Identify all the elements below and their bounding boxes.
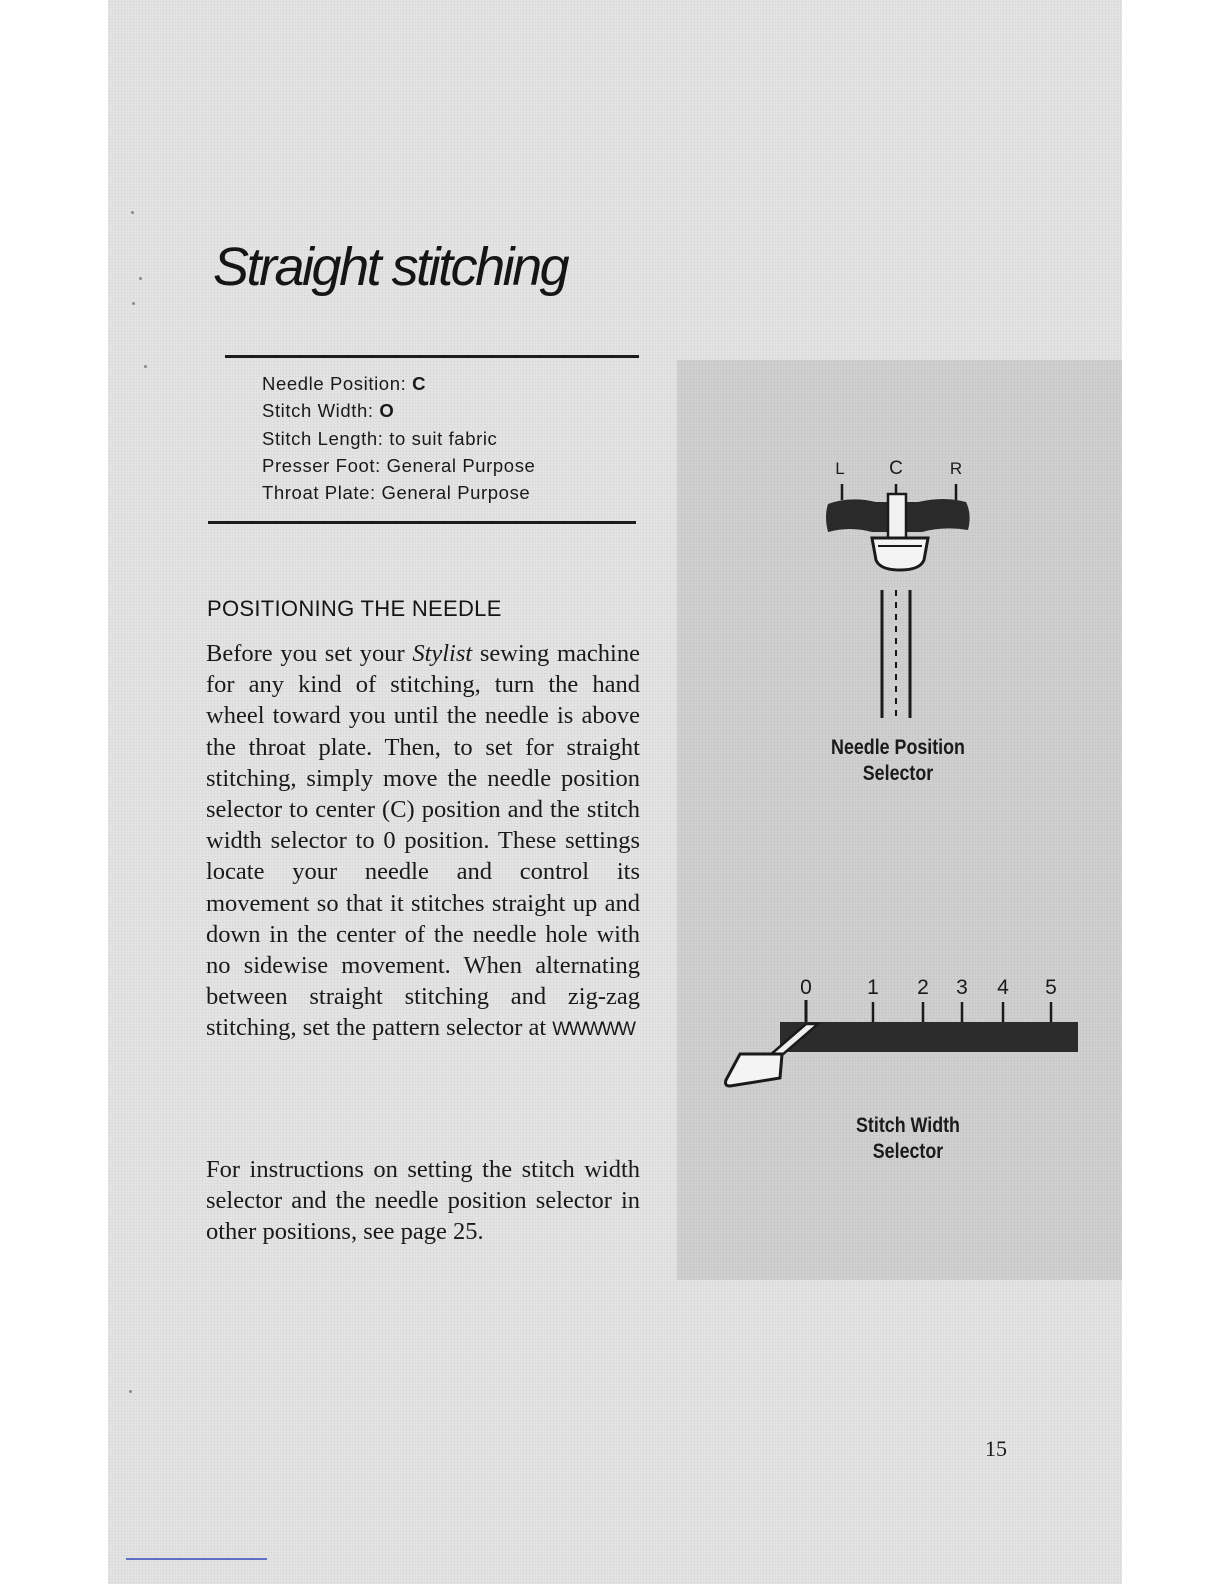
caption-line: Selector [862, 762, 934, 785]
settings-label: Throat Plate: General Purpose [262, 482, 531, 504]
caption-line: Stitch Width [856, 1114, 960, 1137]
settings-label: Stitch Width: [262, 400, 380, 422]
width-selector-caption [832, 1113, 985, 1165]
page-number: 15 [985, 1436, 1007, 1461]
paragraph-text: Before you set your [206, 640, 413, 667]
needle-selector-caption [822, 735, 975, 787]
width-label-3: 3 [956, 976, 968, 999]
paragraph-reference: For instructions on setting the stitch width selector and the needle position selector in other positions, see page 25. [206, 1156, 640, 1246]
settings-list [262, 372, 535, 508]
stitch-width-selector-diagram [722, 968, 1086, 1098]
scan-speck [139, 277, 142, 280]
width-label-1: 1 [867, 976, 879, 999]
width-label-4: 4 [997, 976, 1009, 999]
top-rule [225, 355, 639, 358]
paragraph-text: sewing machine for any kind of stitching, turn the hand wheel toward you until the needle is above the throat plate. Then, to set for straight stitching, simply move the needle position selector to center (C) position and the stitch width selector to 0 position. These settings locate your needle and control its movement so that it stitches straight up and down in the center of the needle hole with no sidewise movement. When alternating between straight stitching and zig-zag stitching, set the pattern selector at [206, 640, 640, 1042]
scan-speck [131, 211, 134, 214]
needle-selector-knob-icon [872, 538, 928, 570]
brand-name: Stylist [412, 640, 473, 667]
settings-label: Stitch Length: to suit fabric [262, 427, 498, 449]
caption-line: Needle Position [831, 736, 965, 759]
paragraph-positioning [206, 638, 640, 1046]
scan-speck [129, 1390, 132, 1393]
width-label-5: 5 [1045, 976, 1057, 999]
settings-label: Presser Foot: General Purpose [262, 454, 536, 476]
needle-label-r: R [949, 459, 963, 478]
needle-position-selector-diagram [810, 450, 990, 730]
scan-edge-line [126, 1558, 267, 1560]
settings-value: O [379, 400, 395, 422]
needle-selector-stem [888, 494, 906, 540]
bottom-rule [208, 521, 636, 524]
settings-item [262, 372, 535, 399]
caption-line: Selector [872, 1140, 944, 1163]
width-label-0: 0 [800, 976, 812, 999]
needle-label-l: L [835, 459, 845, 478]
settings-item [262, 481, 535, 508]
section-heading: POSITIONING THE NEEDLE [207, 596, 502, 621]
settings-item [262, 454, 535, 481]
settings-value: C [412, 373, 427, 394]
page-title: Straight stitching [213, 237, 568, 297]
width-selector-bar [780, 1022, 1078, 1052]
settings-label: Needle Position: [262, 373, 413, 394]
zigzag-pattern-symbol: WWWWW [552, 1019, 635, 1041]
settings-item [262, 427, 535, 454]
scan-speck [144, 365, 147, 368]
settings-item [262, 399, 535, 426]
width-label-2: 2 [917, 976, 929, 999]
needle-label-c: C [889, 458, 903, 479]
scan-speck [132, 302, 135, 305]
width-lever-knob-icon [726, 1054, 783, 1086]
